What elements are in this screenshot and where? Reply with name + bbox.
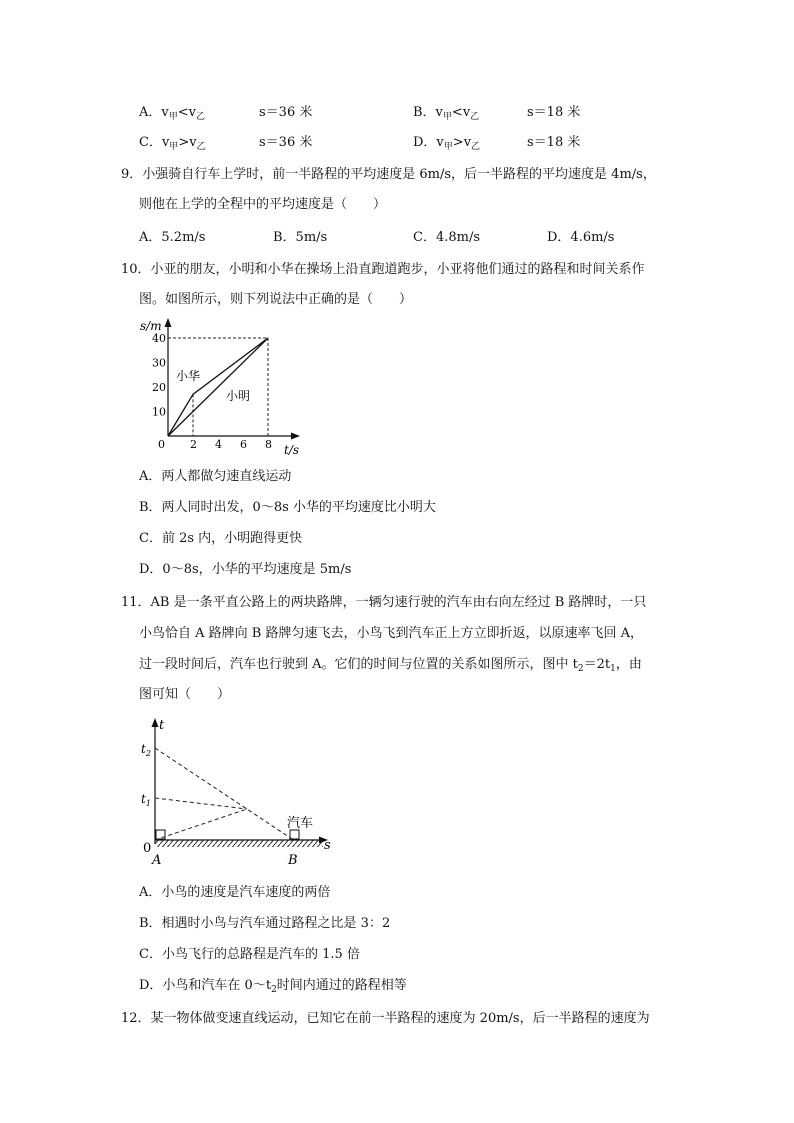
q9-stem-line2: 则他在上学的全程中的平均速度是（ ） xyxy=(139,197,387,212)
q12-stem-line1: 12．某一物体做变速直线运动，已知它在前一半路程的速度为 20m/s，后一半路程的速度为 xyxy=(121,1011,650,1026)
q11-option-a: A．小鸟的速度是汽车速度的两倍 xyxy=(139,885,331,900)
q8-option-d: D．$v_甲>v_乙$ s＝18 米 xyxy=(413,135,581,152)
q9-stem-line1: 9．小强骑自行车上学时，前一半路程的平均速度是 6m/s，后一半路程的平均速度是 4m/s， xyxy=(121,167,656,182)
y-tick-label: 20 xyxy=(152,381,166,394)
t2-label: $t_2$ xyxy=(141,742,151,758)
q11-stem-line1: 11．AB 是一条平直公路上的两块路牌，一辆匀速行驶的汽车由右向左经过 B 路牌时，一只 xyxy=(121,595,647,610)
y-tick-label: 10 xyxy=(152,405,166,419)
sign-b-label: B xyxy=(288,853,298,868)
x-tick-label: 4 xyxy=(215,438,222,451)
q11-option-c: C．小鸟飞行的总路程是汽车的 1.5 倍 xyxy=(139,947,360,962)
x-tick-label: 0 xyxy=(158,438,165,451)
q9-option-c: C．4.8m/s xyxy=(413,230,480,245)
q11-stem-line2: 小鸟恰自 A 路牌向 B 路牌匀速飞去，小鸟飞到汽车正上方立即折返，以原速率飞回 A， xyxy=(139,626,643,641)
q8-option-b: B．$v_甲<v_乙$ s＝18 米 xyxy=(413,105,581,122)
q8-option-a: A．$v_甲<v_乙$ s＝36 米 xyxy=(139,105,313,122)
q11-option-b: B．相遇时小鸟与汽车通过路程之比是 3：2 xyxy=(139,916,391,931)
y-axis-label: s/m xyxy=(140,319,162,333)
y-axis-arrow xyxy=(165,318,172,327)
t-axis-label: t xyxy=(159,718,165,733)
car-line xyxy=(155,748,292,839)
q11-option-d: D．小鸟和汽车在 $0\sim t_2$时间内通过的路程相等 xyxy=(139,978,407,995)
q9-option-d: D．4.6m/s xyxy=(547,230,615,245)
sign-b-box xyxy=(290,830,299,839)
q10-stem-line2: 图。如图所示，则下列说法中正确的是（ ） xyxy=(139,292,413,307)
q10-option-c: C．前 2s 内，小明跑得更快 xyxy=(139,531,303,546)
series-line-2 xyxy=(168,338,268,436)
x-tick-label: 6 xyxy=(240,438,247,451)
x-axis-arrow xyxy=(291,433,300,440)
s-axis-label: s xyxy=(324,838,331,853)
car-label: 汽车 xyxy=(287,816,314,831)
q10-option-a: A．两人都做匀速直线运动 xyxy=(139,469,292,484)
sign-a-label: A xyxy=(152,853,162,868)
q10-option-d: D．0～8s，小华的平均速度是 5m/s xyxy=(139,562,352,577)
series-label-2: 小明 xyxy=(226,389,251,403)
q8-option-c: C．$v_甲>v_乙$ s＝36 米 xyxy=(139,135,313,152)
origin-label: 0 xyxy=(143,841,152,856)
x-tick-label: 8 xyxy=(265,438,272,451)
q9-option-a: A．5.2m/s xyxy=(139,230,206,245)
x-axis-label: t/s xyxy=(284,443,300,457)
q10-distance-time-chart xyxy=(130,318,310,466)
y-tick-label: 30 xyxy=(152,356,166,370)
q9-option-b: B．5m/s xyxy=(273,230,328,245)
q11-stem-line3: 过一段时间后，汽车也行驶到 A。它们的时间与位置的关系如图所示，图中 $t_2=2t_1$，由 xyxy=(139,657,642,674)
sign-a-box xyxy=(156,830,165,839)
t-axis-arrow xyxy=(152,718,159,727)
x-tick-label: 2 xyxy=(190,438,197,451)
q10-stem-line1: 10．小亚的朋友，小明和小华在操场上沿直跑道跑步，小亚将他们通过的路程和时间关系作 xyxy=(121,262,645,277)
bird-outgoing-line xyxy=(155,809,247,840)
series-label-1: 小华 xyxy=(176,369,201,383)
t1-label: $t_1$ xyxy=(141,792,151,808)
y-tick-label: 40 xyxy=(152,332,166,345)
q11-position-time-figure xyxy=(135,712,345,868)
q11-stem-line4: 图可知（ ） xyxy=(139,687,231,702)
q10-option-b: B．两人同时出发，0～8s 小华的平均速度比小明大 xyxy=(139,500,436,515)
road-hatching xyxy=(155,840,323,847)
